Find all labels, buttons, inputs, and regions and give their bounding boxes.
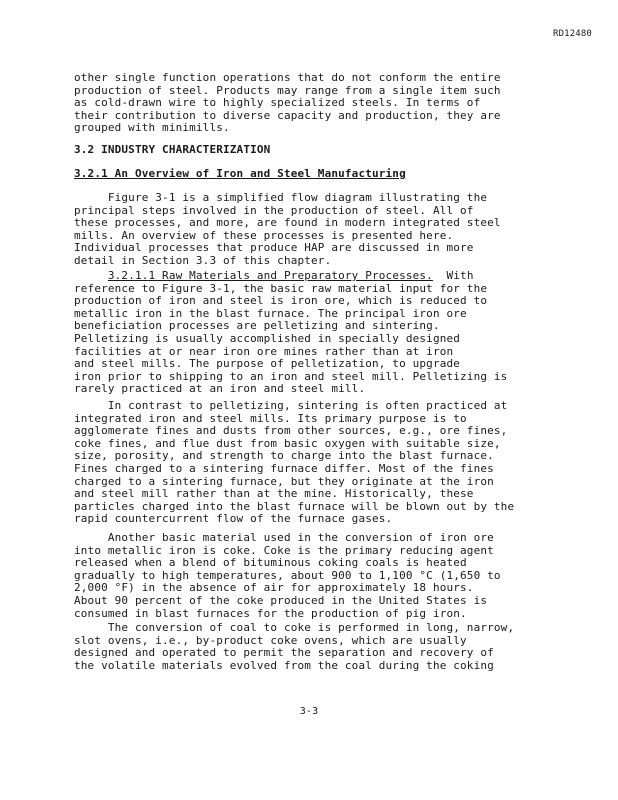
section-heading-text: 3.2 INDUSTRY CHARACTERIZATION	[74, 143, 271, 156]
paragraph-indent	[74, 269, 108, 282]
paragraph-coke	[74, 532, 602, 620]
paragraph-text: With reference to Figure 3-1, the basic raw material input for the production of iron and steel is iron ore, which is reduced to metallic iron in the blast furnace. The principal iron ore beneficiation processes are pelletizing and sintering. Pelletizing is usually accomplished in specially designed facilities at or near iron ore mines rather than at iron and steel mills. The purpose of pelletization, to upgrade iron prior to shipping to an iron and steel mill. Pelletizing is rarely practiced at an iron and steel mill.	[74, 269, 508, 396]
paragraph-run-in-title: 3.2.1.1 Raw Materials and Preparatory Processes.	[107, 269, 433, 282]
section-heading	[74, 144, 602, 157]
paragraph-overview	[74, 192, 602, 268]
paragraph-text: Another basic material used in the conversion of iron ore into metallic iron is coke. Coke is the primary reducing agent released when a blend of bituminous coking coals is heated gradually to high temperatures, about 900 to 1,100 °C (1,650 to 2,000 °F) in the absence of air for approximately 18 hours. About 90 percent of the coke produced in the United States is consumed in blast furnaces for the production of pig iron.	[74, 531, 501, 620]
subsection-heading	[74, 168, 602, 181]
page-number: 3-3	[299, 706, 319, 717]
paragraph-text: The conversion of coal to coke is performed in long, narrow, slot ovens, i.e., by-product coke ovens, which are usually designed and operated to permit the separation and recovery of the volatile materials evolved from the coal during the coking	[74, 621, 515, 672]
paragraph-intro	[74, 72, 602, 135]
paragraph-sintering	[74, 400, 602, 526]
paragraph-text: other single function operations that do not conform the entire production of steel. Products may range from a single item such as cold-drawn wire to highly specialized steels. In terms of their contribution to diverse capacity and production, they are grouped with minimills.	[74, 71, 501, 135]
document-id: RD12480	[553, 29, 592, 39]
paragraph-text: Figure 3-1 is a simplified flow diagram illustrating the principal steps involved in the production of steel. All of these processes, and more, are found in modern integrated steel mills. An overview of these processes is presented here. Individual processes that produce HAP are discussed in more detail in Section 3.3 of this chapter.	[74, 191, 501, 267]
paragraph-text: In contrast to pelletizing, sintering is often practiced at integrated iron and steel mills. Its primary purpose is to agglomerate fines and dusts from other sources, e.g., ore fines, coke fines, and flue dust from basic oxygen with suitable size, size, porosity, and strength to charge into the blast furnace. Fines charged to a sintering furnace differ. Most of the fines charged to a sintering furnace, but they originate at the iron and steel mill rather than at the mine. Historically, these particles charged into the blast furnace will be blown out by the rapid countercurrent flow of the furnace gases.	[74, 399, 515, 526]
subsection-heading-text: 3.2.1 An Overview of Iron and Steel Manufacturing	[74, 167, 406, 180]
paragraph-raw-materials	[74, 270, 602, 396]
paragraph-coal-conversion	[74, 622, 602, 672]
